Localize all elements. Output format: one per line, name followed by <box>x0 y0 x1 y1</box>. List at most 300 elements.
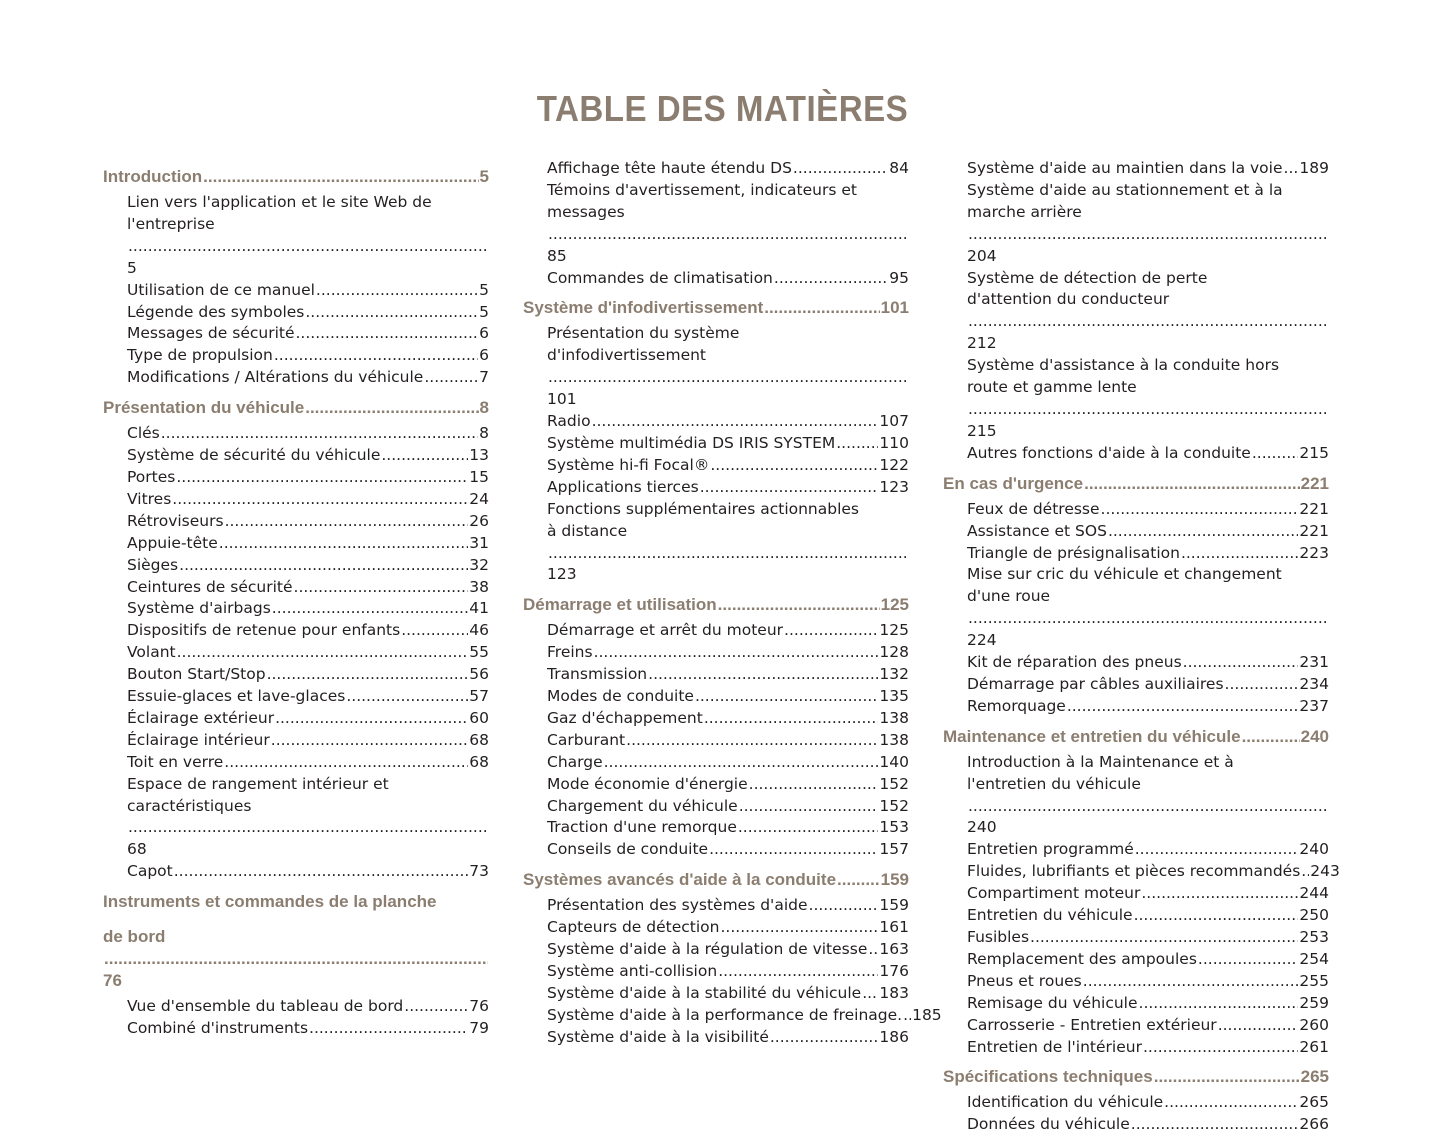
toc-entry-title: Commandes de climatisation <box>547 268 773 287</box>
toc-leader-dots <box>836 433 878 455</box>
toc-entry-page: 84 <box>889 159 909 177</box>
toc-leader-dots <box>381 445 468 467</box>
toc-column-2 <box>523 158 942 1049</box>
toc-entry[interactable] <box>523 839 909 861</box>
toc-section-title: Systèmes avancés d'aide à la conduite <box>523 870 837 890</box>
toc-leader-dots <box>225 511 469 533</box>
toc-entry-title: Carrosserie - Entretien extérieur <box>967 1015 1217 1034</box>
toc-entry-title: Carburant <box>547 730 626 749</box>
toc-entry[interactable] <box>103 423 489 445</box>
toc-entry-page: 260 <box>1299 1015 1329 1034</box>
toc-entry[interactable] <box>523 477 909 499</box>
toc-entry-title: l'entretien du véhicule <box>967 774 1141 793</box>
toc-entry[interactable] <box>943 564 1329 652</box>
toc-entry-title-line: Système de détection de perte <box>967 268 1208 287</box>
toc-entry-title: Applications tierces <box>547 477 699 496</box>
toc-entry-title: Système hi-fi Focal® <box>547 455 710 474</box>
toc-section <box>523 861 942 1048</box>
toc-entry[interactable] <box>943 927 1329 949</box>
toc-entry-page: 68 <box>469 752 489 771</box>
toc-section-page: 240 <box>1300 726 1329 746</box>
toc-entry-title: Kit de réparation des pneus <box>967 653 1182 672</box>
toc-section-title: Démarrage et utilisation <box>523 595 717 615</box>
toc-entry-page: 60 <box>469 708 489 727</box>
toc-entry-title: à distance <box>547 521 628 540</box>
toc-section <box>523 289 909 586</box>
toc-entry[interactable] <box>103 511 489 533</box>
toc-entry[interactable] <box>523 411 909 433</box>
toc-section-heading[interactable] <box>943 718 1329 752</box>
toc-entry[interactable] <box>103 730 489 752</box>
toc-entry-title: Radio <box>547 412 591 431</box>
toc-entry-page: 240 <box>967 818 997 837</box>
toc-entry-title: Présentation des systèmes d'aide <box>547 896 808 915</box>
toc-leader-dots <box>346 686 468 708</box>
toc-entry[interactable] <box>943 180 1329 268</box>
toc-section-heading[interactable] <box>103 389 489 423</box>
toc-entry-page: 231 <box>1299 653 1329 672</box>
toc-entry-title: Modifications / Altérations du véhicule <box>127 368 424 387</box>
toc-section-title: Présentation du véhicule <box>103 398 305 418</box>
toc-section <box>523 586 909 861</box>
toc-entry[interactable] <box>523 433 909 455</box>
toc-entry-title-line: Fonctions supplémentaires actionnables <box>547 499 860 518</box>
toc-entry-page: 161 <box>879 918 909 937</box>
toc-entry-page: 5 <box>479 280 489 299</box>
toc-entry[interactable] <box>523 686 909 708</box>
toc-entry-page: 240 <box>1299 840 1329 859</box>
toc-entry-title-line: Système d'assistance à la conduite hors <box>967 356 1280 375</box>
toc-entry[interactable] <box>523 455 909 477</box>
toc-entry-title: Système de sécurité du véhicule <box>127 446 381 465</box>
toc-entry[interactable] <box>943 499 1329 521</box>
toc-entry-title: Autres fonctions d'aide à la conduite <box>967 443 1251 462</box>
toc-entry[interactable] <box>103 664 489 686</box>
toc-leader-dots <box>1135 839 1299 861</box>
toc-leader-dots <box>764 297 879 319</box>
toc-leader-dots <box>203 166 478 188</box>
toc-section-title: Maintenance et entretien du véhicule <box>943 726 1241 746</box>
toc-entry[interactable] <box>103 467 489 489</box>
toc-entry-page: 223 <box>1299 543 1329 562</box>
toc-leader-dots <box>968 608 1328 630</box>
toc-leader-dots <box>1252 443 1299 465</box>
toc-entry-title: Système d'aide à la performance de freinage. <box>547 1005 903 1024</box>
toc-entry-title-line: Lien vers l'application et le site Web de <box>127 193 432 211</box>
toc-entry[interactable] <box>103 280 489 302</box>
toc-leader-dots <box>296 323 479 345</box>
toc-entry-page: 254 <box>1299 949 1329 968</box>
toc-leader-dots <box>1139 993 1299 1015</box>
toc-entry-page: 186 <box>879 1027 909 1046</box>
toc-entry-page: 215 <box>967 421 997 440</box>
toc-section-heading[interactable] <box>523 289 909 323</box>
toc-section-heading[interactable] <box>103 158 489 192</box>
toc-section <box>943 1058 1329 1136</box>
toc-entry[interactable] <box>943 543 1329 565</box>
toc-entry-title: Pneus et roues <box>967 971 1082 990</box>
toc-section-page: 159 <box>880 870 909 890</box>
toc-section-title: Introduction <box>103 167 203 186</box>
toc-leader-dots <box>274 345 478 367</box>
toc-entry[interactable] <box>943 752 1329 840</box>
toc-entry-page: 152 <box>879 796 909 815</box>
toc-entry[interactable] <box>523 730 909 752</box>
toc-entry[interactable] <box>943 696 1329 718</box>
toc-section-page: 5 <box>479 167 489 186</box>
toc-leader-dots <box>294 577 469 599</box>
toc-entry[interactable] <box>943 521 1329 543</box>
toc-entry-page: 31 <box>469 533 489 552</box>
toc-section-title: Système d'infodivertissement <box>523 298 764 318</box>
toc-entry-page: 46 <box>469 621 489 640</box>
toc-section <box>103 389 489 883</box>
toc-leader-dots <box>604 752 879 774</box>
toc-entry-page: 123 <box>547 565 577 584</box>
toc-entry-page: 221 <box>1299 499 1329 518</box>
toc-entry-page: 5 <box>127 258 137 277</box>
toc-leader-dots <box>271 730 469 752</box>
toc-section <box>943 718 1340 1059</box>
toc-section-heading[interactable] <box>103 883 489 996</box>
toc-entry-page: 204 <box>967 246 997 265</box>
toc-entry[interactable] <box>523 708 909 730</box>
toc-entry-page: 6 <box>479 346 489 365</box>
toc-entry-title: Feux de détresse <box>967 499 1100 518</box>
toc-entry-title: Sièges <box>127 555 179 574</box>
toc-entry-page: 250 <box>1299 906 1329 925</box>
toc-entry[interactable] <box>943 158 1329 180</box>
toc-entry[interactable] <box>103 996 489 1018</box>
toc-entry[interactable] <box>523 983 909 1005</box>
toc-entry[interactable] <box>523 620 909 642</box>
toc-leader-dots <box>1242 726 1300 748</box>
toc-entry-page: 41 <box>469 599 489 618</box>
toc-entry-title-line: Présentation du système <box>547 324 740 343</box>
toc-entry-page: 128 <box>879 643 909 662</box>
toc-entry[interactable] <box>943 883 1329 905</box>
toc-entry-page: 140 <box>879 752 909 771</box>
toc-entry-title: Volant <box>127 643 176 662</box>
toc-entry-title: Mode économie d'énergie <box>547 774 748 793</box>
toc-entry[interactable] <box>103 708 489 730</box>
toc-entry[interactable] <box>523 158 909 180</box>
toc-leader-dots <box>177 642 469 664</box>
toc-entry-page: 212 <box>967 334 997 353</box>
toc-section-page: 265 <box>1300 1067 1329 1087</box>
toc-leader-dots <box>548 224 908 246</box>
toc-entry-title: Triangle de présignalisation <box>967 543 1180 562</box>
toc-section-title-line: Instruments et commandes de la planche <box>103 892 437 912</box>
toc-entry[interactable] <box>943 268 1329 356</box>
toc-entry-page: 101 <box>547 390 577 409</box>
toc-entry-title: Système multimédia DS IRIS SYSTEM <box>547 433 836 452</box>
toc-entry-page: 5 <box>479 302 489 321</box>
toc-section <box>523 158 909 289</box>
toc-leader-dots <box>1183 652 1299 674</box>
toc-entry-page: 32 <box>469 555 489 574</box>
toc-leader-dots <box>267 664 469 686</box>
toc-entry[interactable] <box>103 192 489 280</box>
toc-entry-title: Conseils de conduite <box>547 840 709 859</box>
toc-entry-page: 38 <box>469 577 489 596</box>
toc-leader-dots <box>176 467 468 489</box>
toc-entry-title: Transmission <box>547 665 648 684</box>
toc-leader-dots <box>224 752 468 774</box>
toc-entry-title: Entretien programmé <box>967 840 1134 859</box>
toc-leader-dots <box>903 1005 911 1027</box>
toc-entry[interactable] <box>103 367 489 389</box>
toc-leader-dots <box>720 917 878 939</box>
toc-entry-title: Système d'aide à la visibilité <box>547 1027 769 1046</box>
toc-leader-dots <box>128 236 488 258</box>
toc-leader-dots <box>316 280 478 302</box>
toc-entry-title: Messages de sécurité <box>127 324 295 343</box>
toc-leader-dots <box>272 598 468 620</box>
toc-leader-dots <box>809 895 879 917</box>
toc-leader-dots <box>1134 905 1299 927</box>
toc-leader-dots <box>179 555 468 577</box>
toc-entry-page: 259 <box>1299 993 1329 1012</box>
toc-entry-title: l'entreprise <box>127 214 215 233</box>
toc-leader-dots <box>704 708 879 730</box>
toc-entry-page: 7 <box>479 368 489 387</box>
toc-entry-title: Système d'aide à la régulation de vitesse <box>547 940 868 959</box>
toc-section-page: 76 <box>103 971 122 991</box>
toc-section-heading[interactable] <box>943 465 1329 499</box>
toc-entry[interactable] <box>943 652 1329 674</box>
toc-leader-dots <box>862 983 878 1005</box>
toc-entry-title: marche arrière <box>967 202 1082 221</box>
toc-entry-title: Charge <box>547 752 603 771</box>
toc-leader-dots <box>968 311 1328 333</box>
toc-entry-page: 157 <box>879 840 909 859</box>
toc-leader-dots <box>718 961 878 983</box>
toc-entry[interactable] <box>103 302 489 324</box>
toc-entry-page: 8 <box>479 424 489 443</box>
toc-entry[interactable] <box>103 445 489 467</box>
toc-entry-page: 56 <box>469 665 489 684</box>
toc-leader-dots <box>784 620 878 642</box>
toc-entry-title: Capot <box>127 862 173 881</box>
toc-entry[interactable] <box>103 774 489 862</box>
toc-entry-page: 68 <box>469 730 489 749</box>
toc-entry[interactable] <box>523 1005 942 1027</box>
toc-entry-page: 85 <box>547 246 567 265</box>
toc-entry[interactable] <box>523 752 909 774</box>
toc-entry-title: Gaz d'échappement <box>547 708 703 727</box>
toc-entry[interactable] <box>103 345 489 367</box>
toc-entry-title: Rétroviseurs <box>127 511 224 530</box>
toc-entry[interactable] <box>523 499 909 587</box>
toc-leader-dots <box>401 620 468 642</box>
toc-entry-title: Combiné d'instruments <box>127 1019 309 1038</box>
toc-leader-dots <box>404 996 468 1018</box>
toc-leader-dots <box>749 774 879 796</box>
toc-entry[interactable] <box>943 839 1329 861</box>
toc-entry-page: 152 <box>879 774 909 793</box>
toc-entry-page: 159 <box>879 896 909 915</box>
toc-entry[interactable] <box>523 895 909 917</box>
toc-section-heading[interactable] <box>523 861 909 895</box>
toc-entry-title: Identification du véhicule <box>967 1093 1164 1112</box>
toc-leader-dots <box>626 730 878 752</box>
toc-entry-title: Portes <box>127 467 176 486</box>
toc-leader-dots <box>548 543 908 565</box>
toc-leader-dots <box>710 455 878 477</box>
toc-section-page: 8 <box>479 398 489 418</box>
toc-entry[interactable] <box>523 796 909 818</box>
toc-section <box>103 158 489 389</box>
toc-entry[interactable] <box>103 752 489 774</box>
toc-entry[interactable] <box>523 323 909 411</box>
toc-section-page: 221 <box>1300 473 1329 493</box>
toc-entry-title: messages <box>547 202 625 221</box>
toc-entry[interactable] <box>943 443 1329 465</box>
toc-entry[interactable] <box>523 180 909 268</box>
toc-entry-page: 13 <box>469 446 489 465</box>
toc-leader-dots <box>275 708 468 730</box>
toc-section-heading[interactable] <box>523 586 909 620</box>
toc-entry-title: Capteurs de détection <box>547 918 720 937</box>
toc-entry[interactable] <box>103 1018 489 1040</box>
toc-entry[interactable] <box>943 1037 1329 1059</box>
toc-entry-title: Clés <box>127 424 160 443</box>
toc-entry[interactable] <box>943 971 1329 993</box>
toc-entry-title: Essuie-glaces et lave-glaces <box>127 687 346 706</box>
toc-leader-dots <box>793 158 888 180</box>
toc-entry[interactable] <box>103 861 489 883</box>
toc-entry[interactable] <box>523 817 909 839</box>
toc-entry-page: 57 <box>469 687 489 706</box>
toc-entry-title: Freins <box>547 643 593 662</box>
toc-leader-dots <box>770 1027 879 1049</box>
toc-entry-title: Affichage tête haute étendu DS <box>547 159 792 177</box>
toc-leader-dots <box>1084 473 1300 495</box>
toc-entry[interactable] <box>943 1092 1329 1114</box>
toc-entry-page: 224 <box>967 631 997 650</box>
toc-leader-dots <box>1198 949 1298 971</box>
toc-entry[interactable] <box>523 774 909 796</box>
toc-leader-dots <box>695 686 878 708</box>
toc-entry[interactable] <box>103 533 489 555</box>
toc-section-page: 101 <box>880 298 909 318</box>
toc-leader-dots <box>128 817 488 839</box>
toc-section-page: 125 <box>880 595 909 615</box>
toc-entry[interactable] <box>523 961 909 983</box>
toc-entry[interactable] <box>523 664 909 686</box>
toc-leader-dots <box>548 367 908 389</box>
toc-entry[interactable] <box>943 674 1329 696</box>
toc-entry-title: Éclairage intérieur <box>127 730 270 749</box>
toc-leader-dots <box>594 642 879 664</box>
toc-entry-page: 123 <box>879 477 909 496</box>
toc-entry-page: 76 <box>469 997 489 1016</box>
toc-section <box>103 883 489 1040</box>
toc-entry[interactable] <box>523 1027 909 1049</box>
toc-entry-title: Type de propulsion <box>127 346 273 365</box>
toc-leader-dots <box>1141 883 1298 905</box>
toc-entry[interactable] <box>943 905 1329 927</box>
toc-entry[interactable] <box>943 949 1329 971</box>
toc-entry[interactable] <box>523 939 909 961</box>
toc-entry-title: Légende des symboles <box>127 302 305 321</box>
toc-entry-title: Ceintures de sécurité <box>127 577 293 596</box>
toc-section <box>943 158 1329 465</box>
toc-entry-title: Données du véhicule <box>967 1115 1130 1134</box>
toc-entry-page: 132 <box>879 665 909 684</box>
toc-leader-dots <box>837 869 880 891</box>
toc-entry[interactable] <box>103 620 489 642</box>
toc-leader-dots <box>968 224 1328 246</box>
toc-entry-page: 261 <box>1299 1037 1329 1056</box>
toc-entry-title: Entretien de l'intérieur <box>967 1037 1142 1056</box>
toc-entry-title-line: Espace de rangement intérieur et <box>127 774 389 793</box>
toc-entry-title: Vue d'ensemble du tableau de bord <box>127 997 404 1016</box>
toc-entry-page: 253 <box>1299 928 1329 946</box>
toc-entry[interactable] <box>103 577 489 599</box>
toc-leader-dots <box>1083 971 1299 993</box>
toc-entry-title-line: Introduction à la Maintenance et à <box>967 752 1234 771</box>
toc-entry[interactable] <box>103 642 489 664</box>
toc-column-1 <box>103 158 489 1040</box>
toc-entry[interactable] <box>943 861 1340 883</box>
toc-entry-title: Dispositifs de retenue pour enfants <box>127 621 401 640</box>
toc-entry-title: Remorquage <box>967 696 1066 715</box>
toc-entry-page: 95 <box>889 268 909 287</box>
toc-leader-dots <box>174 861 469 883</box>
toc-leader-dots <box>738 817 879 839</box>
toc-entry-title: Éclairage extérieur <box>127 708 275 727</box>
toc-entry-title: Assistance et SOS <box>967 521 1107 540</box>
toc-entry[interactable] <box>523 917 909 939</box>
toc-leader-dots <box>1164 1092 1298 1114</box>
toc-entry-page: 15 <box>469 467 489 486</box>
toc-entry-page: 243 <box>1310 862 1340 881</box>
toc-leader-dots <box>1143 1037 1298 1059</box>
toc-entry-title: Démarrage par câbles auxiliaires <box>967 674 1224 693</box>
toc-entry-title: Système d'airbags <box>127 599 271 618</box>
toc-entry-page: 110 <box>879 433 909 452</box>
toc-entry-page: 125 <box>879 621 909 640</box>
toc-entry[interactable] <box>523 642 909 664</box>
toc-entry[interactable] <box>103 323 489 345</box>
toc-entry[interactable] <box>523 268 909 290</box>
toc-leader-dots <box>219 533 468 555</box>
toc-entry-page: 79 <box>469 1019 489 1038</box>
toc-leader-dots <box>1108 521 1298 543</box>
toc-entry-page: 73 <box>469 862 489 881</box>
page-title: TABLE DES MATIÈRES <box>536 88 909 129</box>
toc-entry-title: Système d'aide au maintien dans la voie <box>967 159 1283 177</box>
toc-entry[interactable] <box>103 686 489 708</box>
toc-entry-page: 266 <box>1299 1115 1329 1134</box>
toc-entry-title: Vitres <box>127 489 172 508</box>
toc-entry[interactable] <box>943 1114 1329 1136</box>
toc-entry[interactable] <box>103 555 489 577</box>
toc-leader-dots <box>1030 927 1298 949</box>
toc-leader-dots <box>1301 861 1309 883</box>
toc-entry[interactable] <box>943 355 1329 443</box>
toc-leader-dots <box>592 411 879 433</box>
toc-entry[interactable] <box>943 993 1329 1015</box>
toc-entry-page: 189 <box>1299 159 1329 177</box>
toc-section-heading[interactable] <box>943 1058 1329 1092</box>
toc-leader-dots <box>1101 499 1299 521</box>
toc-entry[interactable] <box>103 598 489 620</box>
toc-entry-page: 122 <box>879 455 909 474</box>
toc-entry[interactable] <box>103 489 489 511</box>
